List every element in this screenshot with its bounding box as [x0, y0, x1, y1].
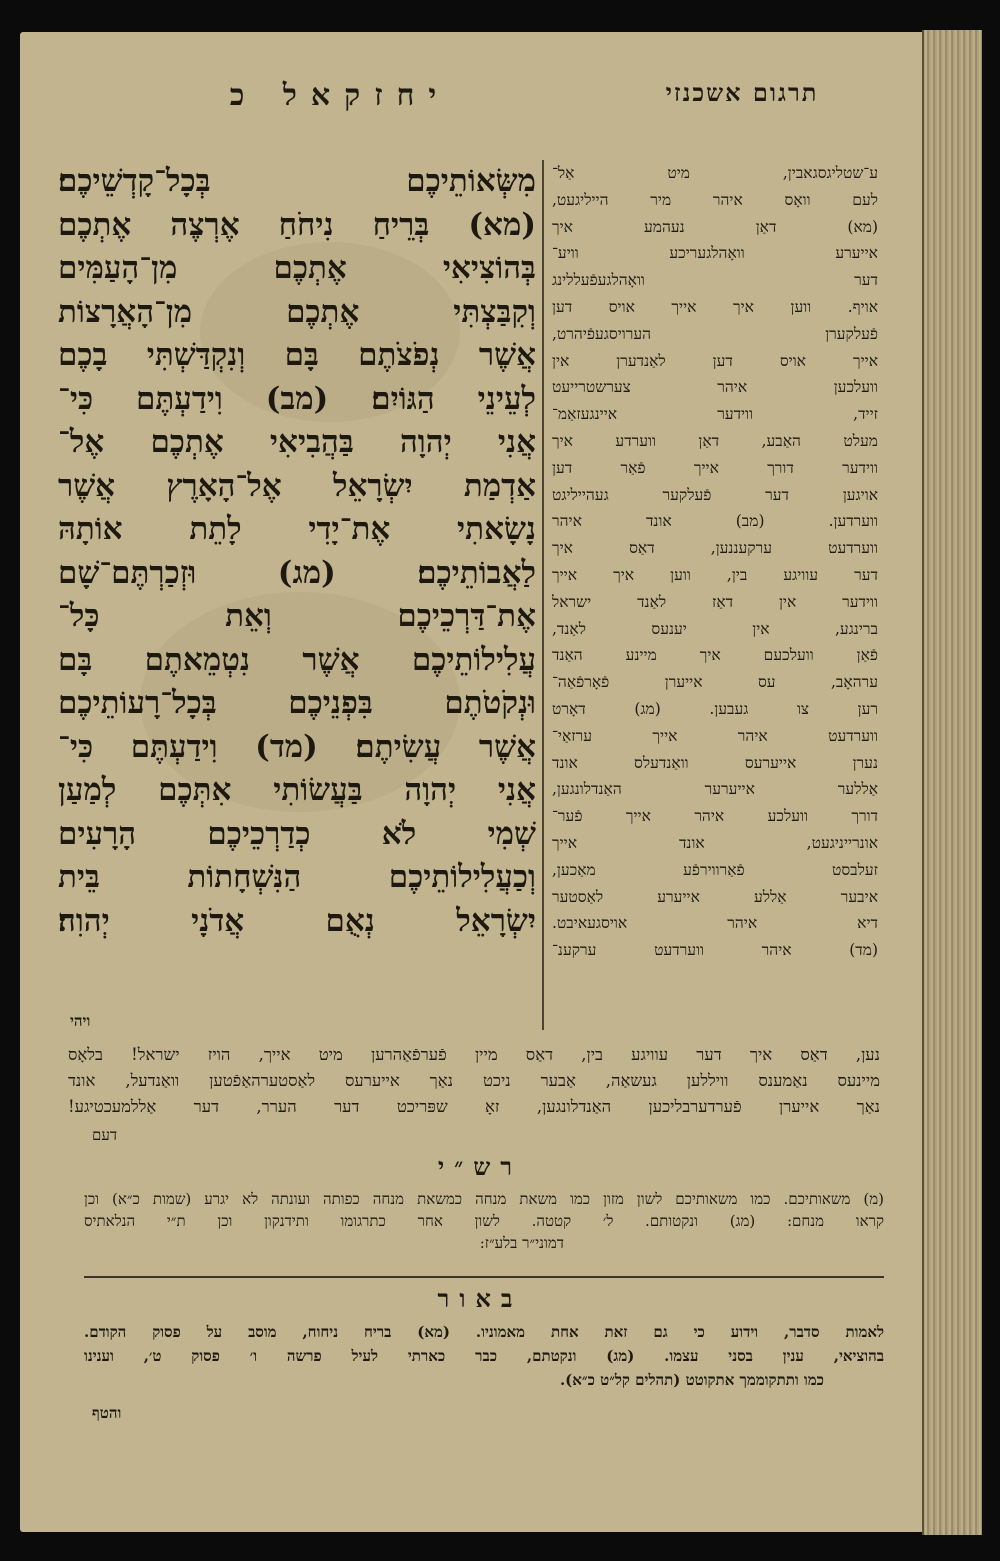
text-line: אֶת־דַּרְכֵיכֶם וְאֵת כָּל־ [58, 598, 536, 634]
rashi-commentary [84, 1188, 884, 1254]
text-line: (מא) דאַן נעהמע איך [552, 217, 878, 236]
text-line: אויגען דער פֿעלקער געהייליגט [552, 485, 878, 504]
text-line: ווידער דורך אייך פֿאַר דען [552, 458, 878, 477]
text-line: זייד, ווידער איינגעזאַמ־ [552, 405, 878, 424]
text-line: דורך וועלכע איהר אייך פֿער־ [552, 807, 878, 826]
continuation-catchword: דעם [92, 1126, 118, 1144]
text-line: פֿעלקערן הערויסגעפֿיהרט, [552, 324, 878, 343]
text-line: בְּהוֹצִיאִי אֶתְכֶם מִן־הָעַמִּים [58, 250, 536, 286]
text-line: יִשְׂרָאֵל נְאֻם אֲדֹנָי יְהוִה׃ [58, 902, 536, 939]
text-line: זעלבסט פֿאַרווירפֿע מאַכען, [552, 860, 878, 879]
text-line: לאמות סדבר, וידוע כי גם זאת אחת מאמוניו. (מא) בריח ניחוח, מוסב על פסוק הקודם. [84, 1323, 884, 1341]
text-line: וְכַעֲלִילוֹתֵיכֶם הַנִּשְׁחָתוֹת בֵּית [58, 859, 536, 895]
text-line: לעם וואָס איהר מיר הייליגעט, [552, 190, 878, 209]
text-line: שְׁמִי לֹא כְדַרְכֵיכֶם הָרָעִים [58, 815, 536, 852]
text-line: נאַך אייערן פֿערדערבליכען האַנדלונגען, זאָ שפּריכט דער הערר, דער אַללמעכטיגע! [68, 1097, 880, 1116]
translation-continuation [68, 1042, 880, 1120]
text-line: ווערדעט ערקעננען, דאַס איך [552, 539, 878, 558]
text-line: (מד) איהר ווערדעט ערקענ־ [552, 941, 878, 960]
text-line: בהוציאי, ענין בסני עצמו. (מג) ונקטתם, כבר כארתי לעיל פרשה ו׳ פסוק ט׳, וענינו [84, 1347, 884, 1365]
text-line: דיא איהר אויסגעאיבט. [552, 914, 878, 933]
text-line: ווערדעט איהר אייך ערזאַי־ [552, 726, 878, 745]
text-line: אֲשֶׁר עֲשִׂיתֶם׃ (מד) וִידַעְתֶּם כִּי־ [58, 728, 536, 765]
running-header-translation: תרגום אשכנזי [665, 78, 819, 107]
text-line: כמו ותתקוממך אתקוטט (תהלים קל״ט כ״א). [559, 1371, 824, 1389]
text-line: לַאֲבוֹתֵיכֶם׃ (מג) וּזְכַרְתֶּם־שָׁם [58, 554, 536, 591]
running-header-book: יחזקאל כ [229, 78, 451, 113]
text-line: לְעֵינֵי הַגּוֹיִם׃ (מב) וִידַעְתֶּם כִּי־ [58, 380, 536, 417]
translation-column [552, 160, 878, 964]
text-line: וּנְקֹטֹתֶם בִּפְנֵיכֶם בְּכָל־רָעוֹתֵיכֶם [58, 685, 536, 721]
text-line: אֲנִי יְהוָה בַּעֲשׂוֹתִי אִתְּכֶם לְמַעַן [58, 772, 536, 808]
text-line: ברינגע, אין יענעס לאַנד, [552, 619, 878, 638]
text-line: דער וואָהלגעפֿעללינג [552, 271, 878, 290]
text-line: פֿאַן וועלכעם איך מיינע האַנד [552, 646, 878, 665]
hebrew-text-column [58, 160, 536, 943]
text-line: איבער אַללע אייערע לאַסטער [552, 887, 878, 906]
text-line: אַדְמַת יִשְׂרָאֵל אֶל־הָאָרֶץ אֲשֶׁר [58, 467, 536, 504]
text-line: ווידער אין דאַז לאַנד ישראל [552, 592, 878, 611]
text-line: עֲלִילוֹתֵיכֶם אֲשֶׁר נִטְמֵאתֶם בָּם [58, 641, 536, 678]
text-line: אייערע וואָהלגעריכע וויע־ [552, 244, 878, 263]
text-line: נען, דאַס איך דער עוויגע בין, דאַס מיין פֿערפֿאַהרען מיט אייך, הויז ישראל! בלאָס [68, 1045, 880, 1064]
text-line: דמוני״ר בלע״ז: [479, 1234, 564, 1252]
text-line: ווערדען. (מב) אונד איהר [552, 512, 878, 531]
rashi-heading: רש״י [437, 1152, 523, 1181]
page-edge [922, 30, 982, 1535]
text-line: נָשָׂאתִי אֶת־יָדִי לָתֵת אוֹתָהּ [58, 511, 536, 547]
text-line: ע־שטליגסגאבין, מיט אַל־ [552, 164, 878, 182]
text-line: אויף. ווען איך אייך אויס דען [552, 297, 878, 316]
text-line: ערהאָב, עס אייערן פֿאָרפֿאַה־ [552, 673, 878, 692]
biur-catchword: והטף [92, 1404, 122, 1422]
text-line: (מא) בְּרֵיחַ נִיחֹחַ אֶרְצֶה אֶתְכֶם [58, 206, 536, 243]
column-divider [542, 160, 544, 1030]
text-line: אֲנִי יְהוָה בַּהֲבִיאִי אֶתְכֶם אֶל־ [58, 424, 536, 460]
text-line: דער עוויגע בין, ווען איך אייך [552, 565, 878, 584]
section-rule [84, 1276, 884, 1278]
main-catchword: ויהי [70, 1012, 91, 1030]
text-line: מעלט האַבע, דאַן ווערדע איך [552, 431, 878, 450]
text-line: אייך אויס דען לאַנדערן אין [552, 351, 878, 370]
text-line: מיינעס נאַמענס וויללען געשאַה, אַבער ניכט נאַך אייערעס לאַסטערהאַפֿטען וואַנדעל, אונד [68, 1071, 880, 1090]
text-line: מִשְּׂאוֹתֵיכֶם בְּכָל־קָדְשֵׁיכֶם׃ [58, 163, 536, 199]
biur-commentary [84, 1320, 884, 1392]
text-line: וְקִבַּצְתִּי אֶתְכֶם מִן־הָאֲרָצוֹת [58, 293, 536, 330]
text-line: אַללער אייערער האַנדלונגען, [552, 780, 878, 799]
text-line: אונרייניגעט, אונד אייך [552, 833, 878, 852]
text-line: רען צו געבען. (מג) דאָרט [552, 699, 878, 718]
text-line: קראו מנחם: (מג) ונקטותם. ל׳ קטטה. לשון אחר כתרגומו ותידנקון וכן ת״י הנלאתיס [84, 1212, 884, 1230]
biur-heading: באור [437, 1284, 523, 1313]
text-line: וועלכען איהר צערשטרייעט [552, 378, 878, 397]
text-line: (מ) משאותיכם. כמו משאותיכם לשון מזון כמו משאת מנחה כמשאת מנחה כפותה ועונתה לא יגרע (שמות כ״א) וכן [84, 1190, 884, 1208]
text-line: נערן אייערעס וואַנדעלס אונד [552, 753, 878, 772]
text-line: אֲשֶׁר נְפֹצֹתֶם בָּם וְנִקְדַּשְׁתִּי בָכֶם [58, 337, 536, 373]
